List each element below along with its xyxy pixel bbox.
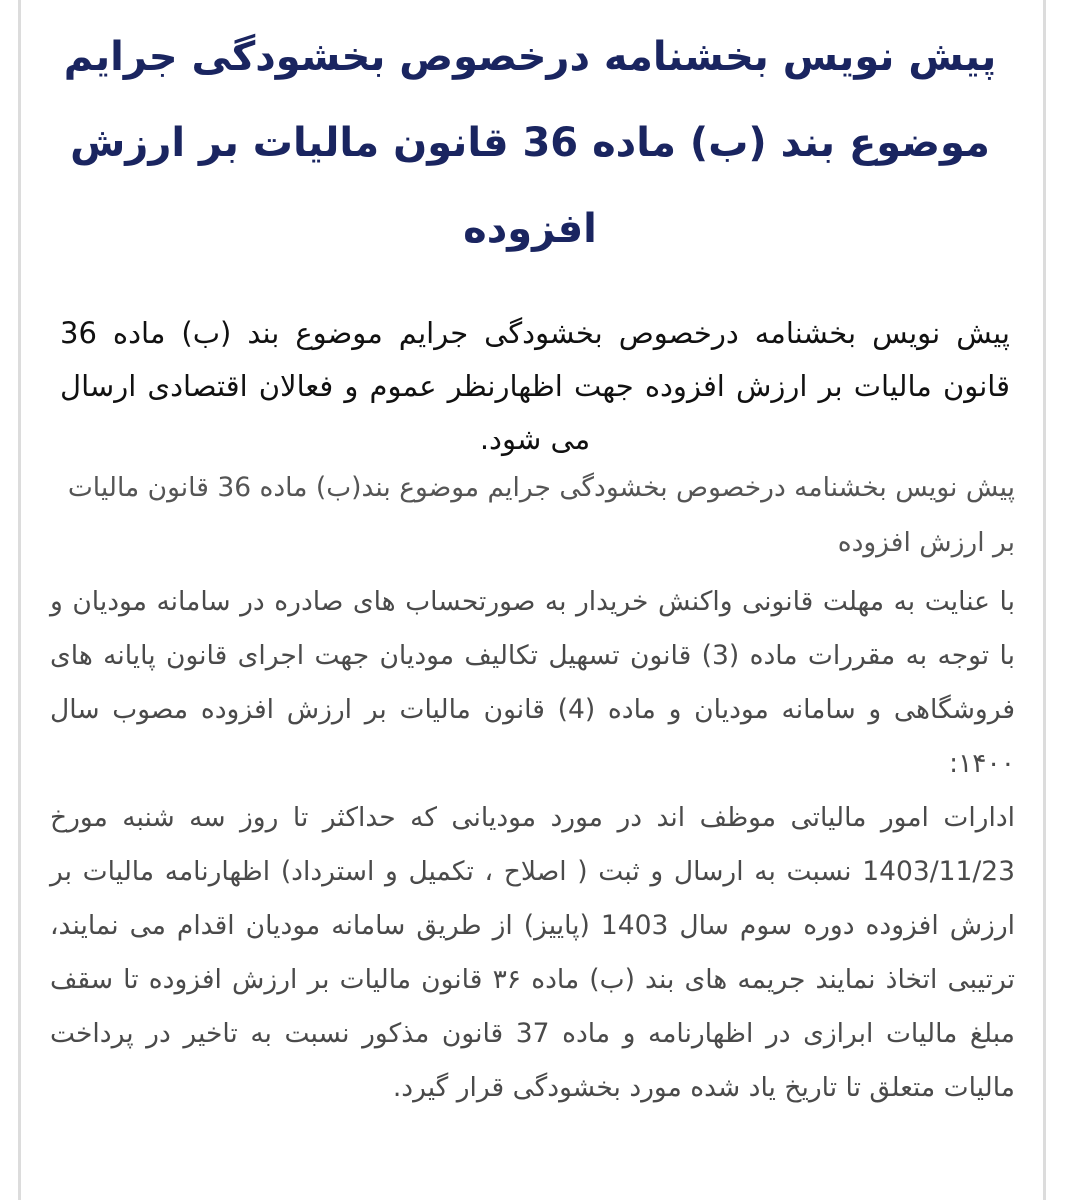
article-subtitle: پیش نویس بخشنامه درخصوص بخشودگی جرایم موضوع بند(ب) ماده 36 قانون مالیات بر ارزش افزوده <box>67 472 1015 558</box>
left-border-line <box>18 0 21 1200</box>
right-border-line <box>1043 0 1046 1200</box>
article-lead: پیش نویس بخشنامه درخصوص بخشودگی جرایم موضوع بند (ب) ماده 36 قانون مالیات بر ارزش افزوده جهت اظهارنظر عموم و فعالان اقتصادی ارسال می شود. <box>60 316 1010 456</box>
article-title: پیش نویس بخشنامه درخصوص بخشودگی جرایم موضوع بند (ب) ماده 36 قانون مالیات بر ارزش افزوده <box>63 34 997 252</box>
article-body <box>50 575 1015 1115</box>
body-paragraph-directive: ادارات امور مالیاتی موظف اند در مورد مودیانی که حداکثر تا روز سه شنبه مورخ 1403/11/23 نسبت به ارسال و ثبت ( اصلاح ، تکمیل و استرداد) اظهارنامه مالیات بر ارزش افزوده دوره سوم سال 1403 (پاییز) از طریق سامانه مودیان اقدام می نمایند، ترتیبی اتخاذ نمایند جریمه های بند (ب) ماده ۳۶ قانون مالیات بر ارزش افزوده تا سقف مبلغ مالیات ابرازی در اظهارنامه و ماده 37 قانون مذکور نسبت به تاخیر در پرداخت مالیات متعلق تا تاریخ یاد شده مورد بخشودگی قرار گیرد. <box>50 802 1016 1103</box>
body-paragraph-intro: با عنایت به مهلت قانونی واکنش خریدار به صورتحساب های صادره در سامانه مودیان و با توجه به مقررات ماده (3) قانون تسهیل تکالیف مودیان جهت اجرای قانون پایانه های فروشگاهی و سامانه مودیان و ماده (4) قانون مالیات بر ارزش افزوده مصوب سال ۱۴۰۰: <box>50 586 1015 779</box>
